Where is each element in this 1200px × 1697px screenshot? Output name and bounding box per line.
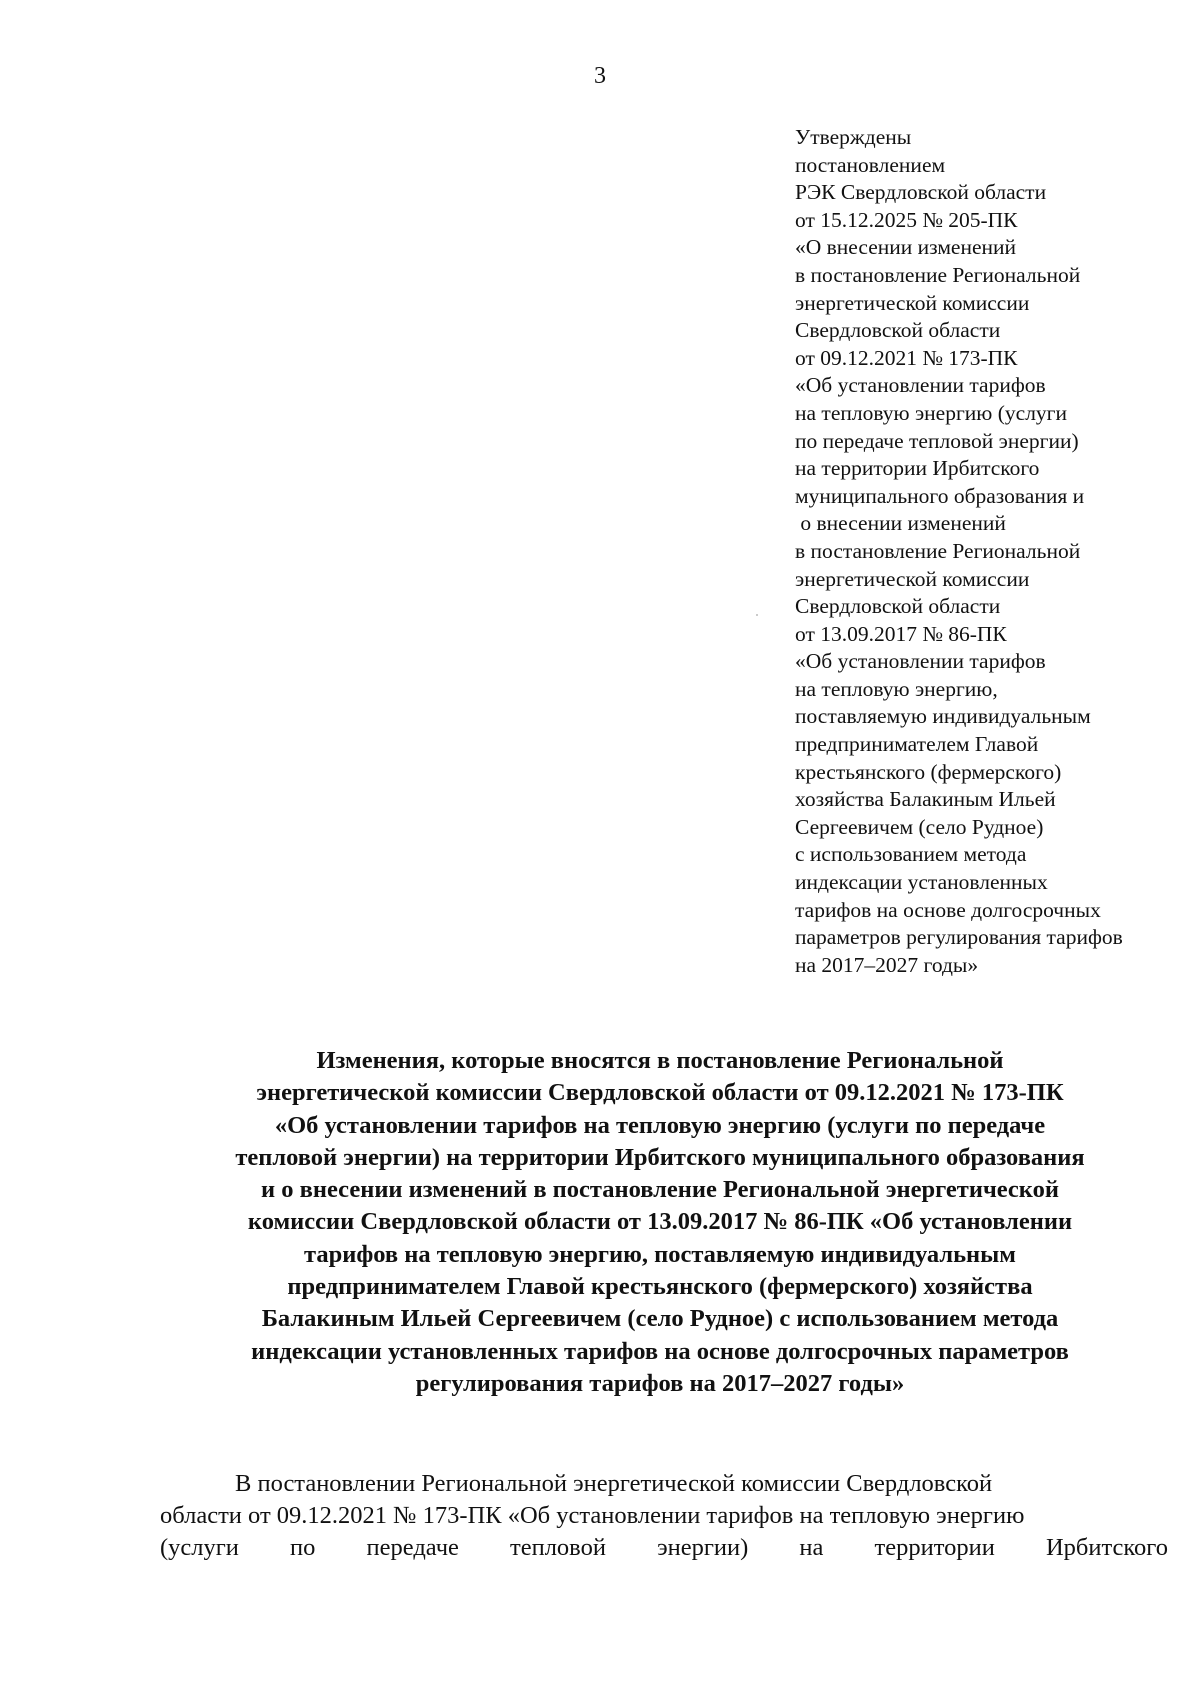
title-line: «Об установлении тарифов на тепловую энергию (услуги по передаче (274, 1111, 1046, 1139)
title-line: Изменения, которые вносятся в постановление Региональной (316, 1047, 1004, 1074)
title-line: энергетической комиссии Свердловской области от 09.12.2021 № 173-ПК (256, 1079, 1064, 1107)
approval-line: тарифов на основе долгосрочных (795, 897, 1101, 922)
approval-line: индексации установленных (795, 870, 1048, 895)
approval-line: о внесении изменений (795, 511, 1006, 536)
approval-line: энергетической комиссии (795, 290, 1030, 315)
title-line: индексации установленных тарифов на основе долгосрочных параметров (251, 1337, 1069, 1365)
page-number: 3 (594, 63, 606, 89)
approval-line: в постановление Региональной (795, 262, 1081, 287)
body-word: по (290, 1534, 316, 1561)
body-word: (услуги (160, 1534, 239, 1561)
approval-line: РЭК Свердловской области (795, 180, 1047, 205)
approval-line: на тепловую энергию (услуги (795, 400, 1067, 425)
approval-line: хозяйства Балакиным Ильей (795, 787, 1056, 812)
body-word: Ирбитского (1045, 1534, 1168, 1561)
approval-line: постановлением (795, 152, 946, 177)
body-word: на (799, 1534, 824, 1561)
approval-line: от 13.09.2017 № 86-ПК (795, 621, 1007, 646)
document-title (150, 1045, 1170, 1400)
approval-line: Свердловской области (795, 594, 1001, 619)
title-line: тарифов на тепловую энергию, поставляемую индивидуальным (304, 1240, 1016, 1268)
title-line: тепловой энергии) на территории Ирбитского муниципального образования (235, 1143, 1085, 1171)
title-line: регулирования тарифов на 2017–2027 годы» (415, 1369, 905, 1397)
approval-line: Сергеевичем (село Рудное) (795, 814, 1044, 839)
body-word: передаче (366, 1534, 459, 1561)
approval-line: Свердловской области (795, 318, 1001, 343)
approval-line: на тепловую энергию, (795, 676, 998, 701)
approval-line: на территории Ирбитского (795, 456, 1040, 481)
body-word: тепловой (510, 1534, 606, 1561)
approval-line: Утверждены (795, 125, 912, 149)
body-line-justified (160, 1532, 1168, 1564)
approval-line: крестьянского (фермерского) (795, 759, 1062, 784)
approval-line: с использованием метода (795, 842, 1027, 867)
scan-speck (756, 614, 758, 616)
approval-line: на 2017–2027 годы» (795, 952, 979, 977)
approval-line: в постановление Региональной (795, 538, 1081, 563)
title-line: и о внесении изменений в постановление Региональной энергетической (261, 1176, 1059, 1204)
approval-line: «О внесении изменений (795, 235, 1017, 260)
approval-line: от 09.12.2021 № 173-ПК (795, 345, 1018, 370)
approval-line: муниципального образования и (795, 483, 1085, 508)
title-line: Балакиным Ильей Сергеевичем (село Рудное) с использованием метода (261, 1305, 1059, 1333)
approval-line: параметров регулирования тарифов (795, 925, 1123, 950)
approval-line: «Об установлении тарифов (795, 649, 1046, 674)
approval-line: предпринимателем Главой (795, 732, 1039, 757)
body-word: энергии) (657, 1534, 749, 1561)
approval-line: по передаче тепловой энергии) (795, 428, 1079, 453)
approval-line: от 15.12.2025 № 205-ПК (795, 207, 1018, 232)
title-line: предпринимателем Главой крестьянского (фермерского) хозяйства (287, 1273, 1033, 1301)
body-line: области от 09.12.2021 № 173-ПК «Об установлении тарифов на тепловую энергию (160, 1502, 1025, 1529)
approval-line: энергетической комиссии (795, 566, 1030, 591)
approval-block (795, 124, 1175, 979)
title-line: комиссии Свердловской области от 13.09.2017 № 86-ПК «Об установлении (247, 1208, 1073, 1236)
approval-line: поставляемую индивидуальным (795, 704, 1091, 729)
body-line: В постановлении Региональной энергетической комиссии Свердловской (235, 1470, 993, 1497)
body-paragraph (160, 1468, 1168, 1564)
body-word: территории (874, 1534, 995, 1561)
approval-line: «Об установлении тарифов (795, 373, 1046, 398)
